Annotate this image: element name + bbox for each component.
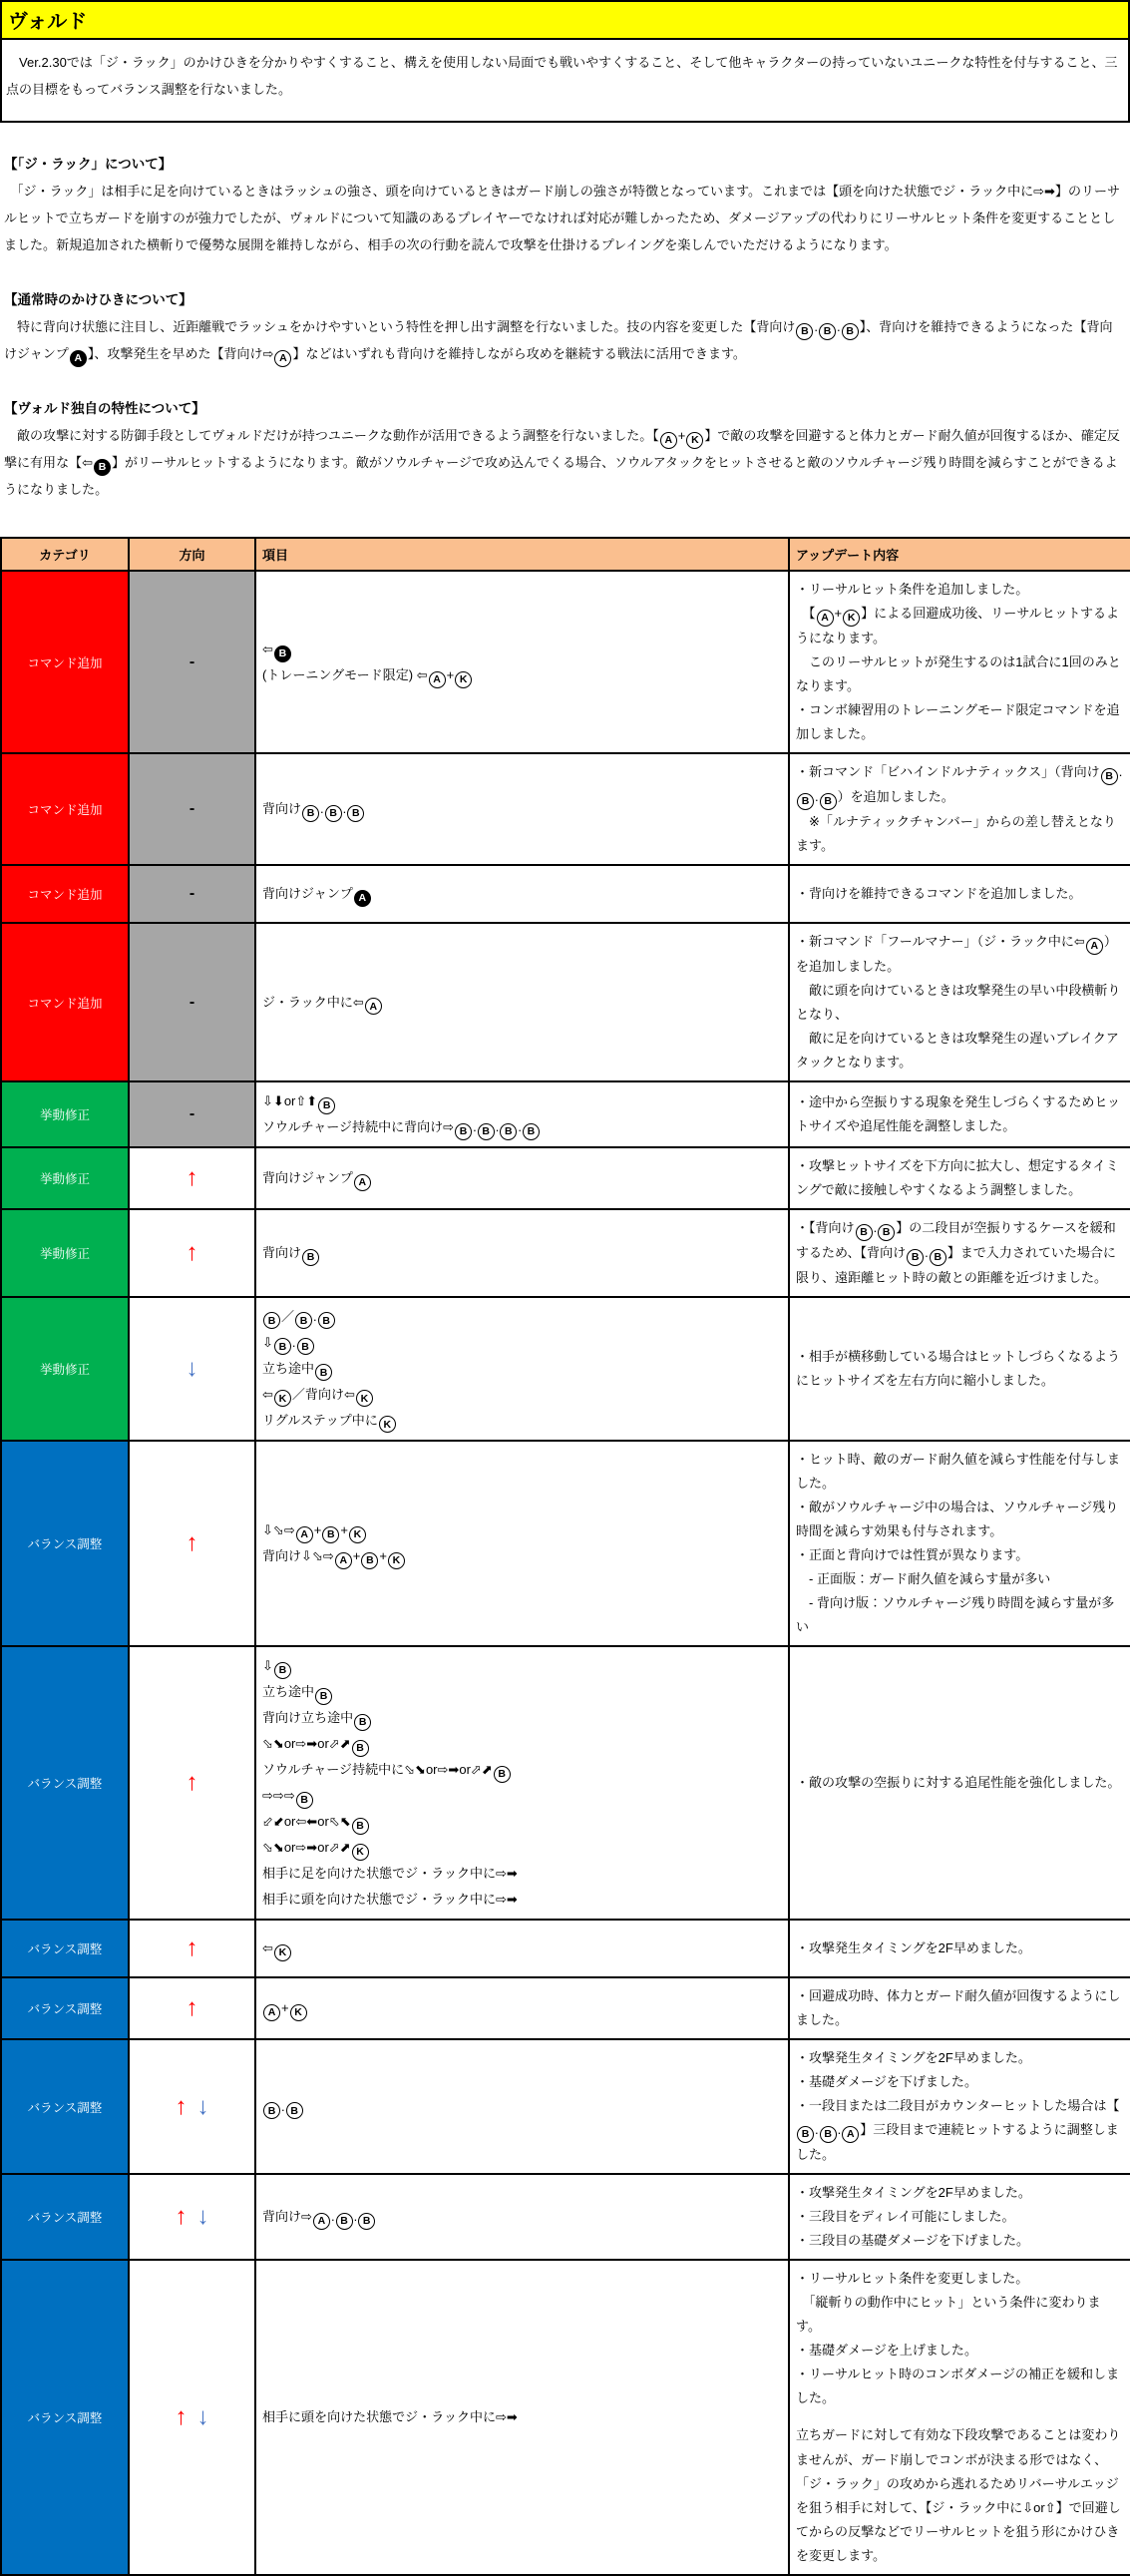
command-line: 背向けジャンプ A — [262, 881, 782, 907]
category-cell: バランス調整 — [1, 1920, 129, 1977]
update-note-line: ・基礎ダメージを上げました。 — [796, 2343, 977, 2359]
no-direction-dash: - — [188, 1105, 195, 1123]
update-note-line: ・【背向け B . B 】の二段目が空振りするケースを緩和するため、【背向け B . B 】まで入力されていた場合に限り、遠距離ヒット時の敵との距離を近づけました。 — [796, 1220, 1116, 1285]
update-note-line: ・基礎ダメージを下げました。 — [796, 2074, 977, 2090]
circled-button-icon: B — [455, 1123, 472, 1140]
circled-button-icon: K — [349, 1526, 366, 1543]
content-cell — [789, 865, 1130, 923]
content-cell — [789, 1977, 1130, 2039]
circled-button-icon: B — [325, 805, 342, 822]
circled-button-icon: B — [296, 1792, 313, 1809]
command-line: ⇩ B . B — [262, 1330, 782, 1356]
category-cell: 挙動修正 — [1, 1147, 129, 1209]
item-cell — [255, 1081, 789, 1147]
circled-button-icon: B — [302, 1249, 319, 1266]
circled-button-icon: B — [797, 2126, 814, 2143]
circled-button-icon: B — [930, 1249, 946, 1266]
update-note-line: ・攻撃ヒットサイズを下方向に拡大し、想定するタイミングで敵に接触しやすくなるよう調整しました。 — [796, 1158, 1119, 1198]
filled-button-icon: A — [354, 890, 371, 907]
circled-button-icon: A — [354, 1174, 371, 1191]
command-line: 背向け B — [262, 1240, 782, 1266]
command-line: 背向け B . B . B — [262, 796, 782, 822]
circled-button-icon: K — [686, 432, 703, 449]
table-row — [1, 753, 1130, 865]
item-cell — [255, 1147, 789, 1209]
circled-button-icon: B — [318, 1097, 335, 1114]
circled-button-icon: B — [523, 1123, 540, 1140]
page-title-text: ヴォルド — [8, 11, 88, 33]
category-cell: 挙動修正 — [1, 1081, 129, 1147]
category-cell: コマンド追加 — [1, 571, 129, 753]
item-cell — [255, 2174, 789, 2260]
circled-button-icon: B — [878, 1224, 895, 1241]
category-cell: バランス調整 — [1, 1646, 129, 1920]
update-note-line: 【 A + K 】による回避成功後、リーサルヒットするようになります。 — [796, 606, 1119, 646]
update-note-line: ・リーサルヒット時のコンボダメージの補正を緩和しました。 — [796, 2366, 1120, 2406]
category-cell: コマンド追加 — [1, 753, 129, 865]
circled-button-icon: B — [819, 323, 836, 340]
command-line: 背向け⇩⬂⇨ A + B + K — [262, 1543, 782, 1569]
buff-up-arrow-icon: ↑ — [175, 2203, 188, 2231]
no-direction-dash: - — [188, 993, 195, 1011]
circled-button-icon: B — [274, 1338, 291, 1355]
circled-button-icon: B — [297, 1338, 314, 1355]
circled-button-icon: B — [842, 323, 859, 340]
content-cell — [789, 1147, 1130, 1209]
filled-button-icon: B — [274, 645, 291, 662]
circled-button-icon: B — [347, 805, 364, 822]
update-note-line: ・背向けを維持できるコマンドを追加しました。 — [796, 886, 1082, 901]
circled-button-icon: A — [335, 1552, 352, 1569]
command-line: 立ち途中 B — [262, 1679, 782, 1705]
direction-cell — [129, 1646, 255, 1920]
header-cell-category: カテゴリ — [1, 538, 129, 571]
table-row — [1, 2260, 1130, 2575]
command-line: 背向け立ち途中 B — [262, 1705, 782, 1731]
item-cell — [255, 923, 789, 1081]
circled-button-icon: B — [797, 793, 814, 810]
circled-button-icon: B — [494, 1766, 511, 1783]
circled-button-icon: K — [274, 1944, 291, 1961]
table-row — [1, 1646, 1130, 1920]
command-line: ⇨⇨⇨ B — [262, 1783, 782, 1809]
command-line: ⇩ B — [262, 1653, 782, 1679]
content-cell — [789, 923, 1130, 1081]
command-line: 相手に足を向けた状態でジ・ラック中に⇨➡ — [262, 1866, 518, 1882]
item-cell — [255, 2039, 789, 2174]
table-row — [1, 2174, 1130, 2260]
table-row — [1, 923, 1130, 1081]
content-cell — [789, 2039, 1130, 2174]
category-cell: バランス調整 — [1, 2260, 129, 2575]
command-line: 相手に頭を向けた状態でジ・ラック中に⇨➡ — [262, 1892, 518, 1908]
direction-cell — [129, 865, 255, 923]
nerf-down-arrow-icon: ↓ — [196, 2092, 209, 2120]
buff-up-arrow-icon: ↑ — [175, 2092, 188, 2120]
update-note-line: ・三段目の基礎ダメージを下げました。 — [796, 2233, 1030, 2249]
category-cell: コマンド追加 — [1, 923, 129, 1081]
item-cell — [255, 571, 789, 753]
circled-button-icon: B — [352, 1740, 369, 1757]
circled-button-icon: A — [1086, 938, 1103, 955]
buff-up-arrow-icon: ↑ — [175, 2402, 188, 2430]
content-cell — [789, 571, 1130, 753]
command-line: ⇩⬇or⇧⬆ B — [262, 1088, 782, 1114]
item-cell — [255, 1920, 789, 1977]
circled-button-icon: A — [842, 2126, 859, 2143]
item-cell — [255, 1209, 789, 1297]
update-note-line: ・三段目をディレイ可能にしました。 — [796, 2209, 1015, 2225]
circled-button-icon: B — [295, 1312, 312, 1329]
no-direction-dash: - — [188, 800, 195, 818]
update-note-line: ・新コマンド「フールマナー」（ジ・ラック中に⇦ A ）を追加しました。 — [796, 934, 1117, 974]
item-cell — [255, 1977, 789, 2039]
circled-button-icon: K — [356, 1390, 373, 1407]
table-row — [1, 865, 1130, 923]
command-line: ⇦ B — [262, 637, 782, 662]
circled-button-icon: B — [318, 1312, 335, 1329]
circled-button-icon: K — [388, 1552, 405, 1569]
content-cell — [789, 1646, 1130, 1920]
direction-cell — [129, 923, 255, 1081]
header-cell-item: 項目 — [255, 538, 789, 571]
header-cell-update-content: アップデート内容 — [789, 538, 1130, 571]
command-line: ⇩⬂⇨ A + B + K — [262, 1517, 782, 1543]
section-the-rack — [0, 153, 1130, 258]
update-note-line: ・攻撃発生タイミングを2F早めました。 — [796, 2185, 1031, 2201]
command-line: ⬃⬋or⇦⬅or⬁⬉ B — [262, 1809, 782, 1835]
section-heading: 【ヴォルド独自の特性について】 — [4, 401, 205, 417]
circled-button-icon: A — [313, 2213, 330, 2230]
table-row — [1, 1977, 1130, 2039]
table-body — [1, 571, 1130, 2574]
direction-cell — [129, 2039, 255, 2174]
update-note-line: ・コンボ練習用のトレーニングモード限定コマンドを追加しました。 — [796, 702, 1120, 742]
command-line: ⬂⬊or⇨➡or⬀⬈ K — [262, 1835, 782, 1861]
direction-cell — [129, 2174, 255, 2260]
circled-button-icon: B — [315, 1364, 332, 1381]
update-note-line: 立ちガードに対して有効な下段攻撃であることは変わりませんが、ガード崩しでコンボが決まる形ではなく、「ジ・ラック」の攻めから逃れるためリバーサルエッジを狙う相手に対して、【ジ・ラック中に⇩or⇧】で回避してからの反撃などでリーサルヒットを狙う形にかけひきを変更します。 — [796, 2427, 1121, 2563]
circled-button-icon: B — [820, 793, 837, 810]
update-note-line: 「縦斬りの動作中にヒット」という条件に変わります。 — [796, 2295, 1101, 2335]
circled-button-icon: B — [856, 1224, 873, 1241]
update-note-line: ・ヒット時、敵のガード耐久値を減らす性能を付与しました。 — [796, 1451, 1120, 1491]
circled-button-icon: A — [817, 610, 834, 627]
direction-cell — [129, 571, 255, 753]
page-title — [2, 2, 1128, 40]
command-line: 背向けジャンプ A — [262, 1165, 782, 1191]
category-cell: 挙動修正 — [1, 1209, 129, 1297]
buff-up-arrow-icon: ↑ — [186, 1934, 198, 1962]
item-cell — [255, 1441, 789, 1646]
table-row — [1, 2039, 1130, 2174]
circled-button-icon: K — [379, 1416, 396, 1433]
update-note-line: 敵に頭を向けているときは攻撃発生の早い中段横斬りとなり、 — [796, 982, 1121, 1022]
intro-box — [0, 0, 1130, 123]
circled-button-icon: K — [455, 671, 472, 688]
table-row — [1, 571, 1130, 753]
section-heading: 【通常時のかけひきについて】 — [4, 292, 192, 308]
direction-cell — [129, 1147, 255, 1209]
direction-cell — [129, 753, 255, 865]
circled-button-icon: B — [820, 2126, 837, 2143]
category-cell: コマンド追加 — [1, 865, 129, 923]
section-body: 「ジ・ラック」は相手に足を向けているときはラッシュの強さ、頭を向けているときはガード崩しの強さが特徴となっています。これまでは【頭を向けた状態でジ・ラック中に⇨➡】のリーサルヒットで立ちガードを崩すのが強力でしたが、ヴォルドについて知識のあるプレイヤーでなければ対応が難しかったため、ダメージアップの代わりにリーサルヒット条件を変更することとしました。新規追加された横斬りで優勢な展開を維持しながら、相手の次の行動を読んで攻撃を仕掛けるプレイングを楽しんでいただけるようになります。 — [4, 184, 1120, 252]
circled-button-icon: B — [263, 1312, 280, 1329]
circled-button-icon: B — [352, 1818, 369, 1835]
category-cell: バランス調整 — [1, 2039, 129, 2174]
update-note-line: 敵に足を向けているときは攻撃発生の遅いブレイクアタックとなります。 — [796, 1030, 1119, 1070]
direction-cell — [129, 1209, 255, 1297]
no-direction-dash: - — [188, 885, 195, 903]
content-cell — [789, 2260, 1130, 2575]
command-line: ⬂⬊or⇨➡or⬀⬈ B — [262, 1731, 782, 1757]
buff-up-arrow-icon: ↑ — [186, 1769, 198, 1797]
intro-paragraph: Ver.2.30では「ジ・ラック」のかけひきを分かりやすくすること、構えを使用しない局面でも戦いやすくすること、そして他キャラクターの持っていないユニークな特性を付与すること、三点の目標をもってバランス調整を行ないました。 — [6, 55, 1118, 97]
update-table — [0, 537, 1130, 2575]
content-cell — [789, 1297, 1130, 1441]
table-row — [1, 1147, 1130, 1209]
command-line: 相手に頭を向けた状態でジ・ラック中に⇨➡ — [262, 2408, 518, 2424]
category-cell: バランス調整 — [1, 1441, 129, 1646]
circled-button-icon: B — [358, 2213, 375, 2230]
content-cell — [789, 1441, 1130, 1646]
command-line: (トレーニングモード限定) ⇦ A + K — [262, 662, 782, 688]
table-header-row — [1, 538, 1130, 571]
item-cell — [255, 2260, 789, 2575]
circled-button-icon: B — [907, 1249, 924, 1266]
update-note-line: ・新コマンド「ビハインドルナティックス」（背向け B .B . B ）を追加しました。 — [796, 760, 1124, 810]
circled-button-icon: B — [1101, 768, 1118, 785]
update-note-line: ・敵の攻撃の空振りに対する追尾性能を強化しました。 — [796, 1775, 1121, 1790]
header-cell-direction: 方向 — [129, 538, 255, 571]
direction-cell — [129, 1920, 255, 1977]
command-line: A + K — [262, 1995, 782, 2021]
direction-cell — [129, 1977, 255, 2039]
update-note-line: ※「ルナティックチャンバー」からの差し替えとなります。 — [796, 813, 1116, 853]
circled-button-icon: K — [352, 1844, 369, 1861]
command-line: ジ・ラック中に⇦ A — [262, 990, 782, 1016]
update-note-line: - 正面版：ガード耐久値を減らす量が多い — [809, 1570, 1051, 1586]
item-cell — [255, 753, 789, 865]
circled-button-icon: B — [354, 1714, 371, 1731]
command-line: ソウルチャージ持続中に背向け⇨ B . B . B . B — [262, 1114, 782, 1140]
buff-up-arrow-icon: ↑ — [186, 1994, 198, 2022]
circled-button-icon: A — [263, 2004, 280, 2021]
circled-button-icon: K — [843, 610, 860, 627]
command-line: 立ち途中 B — [262, 1356, 782, 1382]
filled-button-icon: B — [94, 459, 111, 476]
direction-cell — [129, 1441, 255, 1646]
category-cell: 挙動修正 — [1, 1297, 129, 1441]
update-note-line: ・一段目または二段目がカウンターヒットした場合は【B . B . A 】三段目まで連続ヒットするように調整しました。 — [796, 2098, 1120, 2163]
update-note-line: ・攻撃発生タイミングを2F早めました。 — [796, 1940, 1031, 1955]
command-line: B . B — [262, 2094, 782, 2120]
section-body: 敵の攻撃に対する防御手段としてヴォルドだけが持つユニークな動作が活用できるよう調整を行ないました。【 A + K 】で敵の攻撃を回避すると体力とガード耐久値が回復するほか、確定反撃に有用な【⇦ B 】がリーサルヒットするようになります。敵がソウルチャージで攻め込んでくる場合、ソウルアタックをヒットさせると敵のソウルチャージ残り時間を減らすことができるようになりました。 — [4, 428, 1120, 497]
update-note-line: - 背向け版：ソウルチャージ残り時間を減らす量が多い — [796, 1594, 1115, 1634]
content-cell — [789, 2174, 1130, 2260]
direction-cell — [129, 2260, 255, 2575]
section-body: 特に背向け状態に注目し、近距離戦でラッシュをかけやすいという特性を押し出す調整を行ないました。技の内容を変更した【背向け B . B . B 】、背向けを維持できるようになった【背向けジャンプ A 】、攻撃発生を早めた【背向け⇨ A 】などはいずれも背向けを維持しながら攻めを継続する戦法に活用できます。 — [0, 308, 1130, 367]
command-line: ソウルチャージ持続中に⬂⬊or⇨➡or⬀⬈ B — [262, 1757, 782, 1783]
item-cell — [255, 1646, 789, 1920]
update-note-line: ・正面と背向けでは性質が異なります。 — [796, 1546, 1029, 1562]
category-cell: バランス調整 — [1, 1977, 129, 2039]
circled-button-icon: B — [322, 1526, 339, 1543]
update-note-line: このリーサルヒットが発生するのは1試合に1回のみとなります。 — [796, 654, 1121, 694]
section-normal-play — [0, 288, 1130, 367]
buff-up-arrow-icon: ↑ — [186, 1164, 198, 1192]
item-cell — [255, 865, 789, 923]
content-cell — [789, 1920, 1130, 1977]
buff-up-arrow-icon: ↑ — [186, 1528, 198, 1556]
command-line: ⇦ K ／背向け⇦ K — [262, 1382, 782, 1408]
circled-button-icon: B — [263, 2102, 280, 2119]
circled-button-icon: B — [302, 805, 319, 822]
buff-up-arrow-icon: ↑ — [186, 1238, 198, 1266]
command-line: 背向け⇨ A . B . B — [262, 2204, 782, 2230]
circled-button-icon: B — [315, 1688, 332, 1705]
item-cell — [255, 1297, 789, 1441]
update-note-line — [796, 2410, 1124, 2423]
table-row — [1, 1297, 1130, 1441]
no-direction-dash: - — [188, 652, 195, 670]
update-note-line: ・回避成功時、体力とガード耐久値が回復するようにしました。 — [796, 1988, 1121, 2028]
update-note-line: ・相手が横移動している場合はヒットしづらくなるようにヒットサイズを左右方向に縮小しました。 — [796, 1348, 1120, 1388]
update-note-line: ・リーサルヒット条件を変更しました。 — [796, 2271, 1029, 2287]
section-unique-traits — [0, 397, 1130, 503]
update-note-line: ・敵がソウルチャージ中の場合は、ソウルチャージ残り時間を減らす効果も付与されます。 — [796, 1499, 1119, 1538]
circled-button-icon: K — [290, 2004, 307, 2021]
nerf-down-arrow-icon: ↓ — [196, 2402, 209, 2430]
section-heading: 【「ジ・ラック」について】 — [4, 157, 173, 173]
content-cell — [789, 1209, 1130, 1297]
category-cell: バランス調整 — [1, 2174, 129, 2260]
direction-cell — [129, 1081, 255, 1147]
table-row — [1, 1209, 1130, 1297]
circled-button-icon: B — [336, 2213, 353, 2230]
direction-cell — [129, 1297, 255, 1441]
circled-button-icon: B — [796, 323, 813, 340]
circled-button-icon: A — [429, 671, 446, 688]
update-note-line: ・リーサルヒット条件を追加しました。 — [796, 582, 1029, 598]
table-row — [1, 1920, 1130, 1977]
command-line: ⇦ K — [262, 1935, 782, 1961]
content-cell — [789, 753, 1130, 865]
command-line: B ／ B . B — [262, 1304, 782, 1330]
table-row — [1, 1081, 1130, 1147]
circled-button-icon: A — [296, 1526, 313, 1543]
circled-button-icon: B — [286, 2102, 303, 2119]
table-row — [1, 1441, 1130, 1646]
circled-button-icon: B — [500, 1123, 517, 1140]
circled-button-icon: A — [365, 998, 382, 1015]
circled-button-icon: K — [274, 1390, 291, 1407]
nerf-down-arrow-icon: ↓ — [186, 1354, 198, 1382]
circled-button-icon: A — [660, 432, 677, 449]
update-note-line: ・攻撃発生タイミングを2F早めました。 — [796, 2050, 1031, 2066]
circled-button-icon: A — [274, 350, 291, 367]
content-cell — [789, 1081, 1130, 1147]
circled-button-icon: B — [274, 1662, 291, 1679]
update-note-line: ・途中から空振りする現象を発生しづらくするためヒットサイズや追尾性能を調整しました。 — [796, 1093, 1120, 1134]
circled-button-icon: B — [361, 1552, 378, 1569]
circled-button-icon: B — [478, 1123, 495, 1140]
nerf-down-arrow-icon: ↓ — [196, 2203, 209, 2231]
command-line: リグルステップ中に K — [262, 1408, 782, 1434]
filled-button-icon: A — [70, 350, 87, 367]
